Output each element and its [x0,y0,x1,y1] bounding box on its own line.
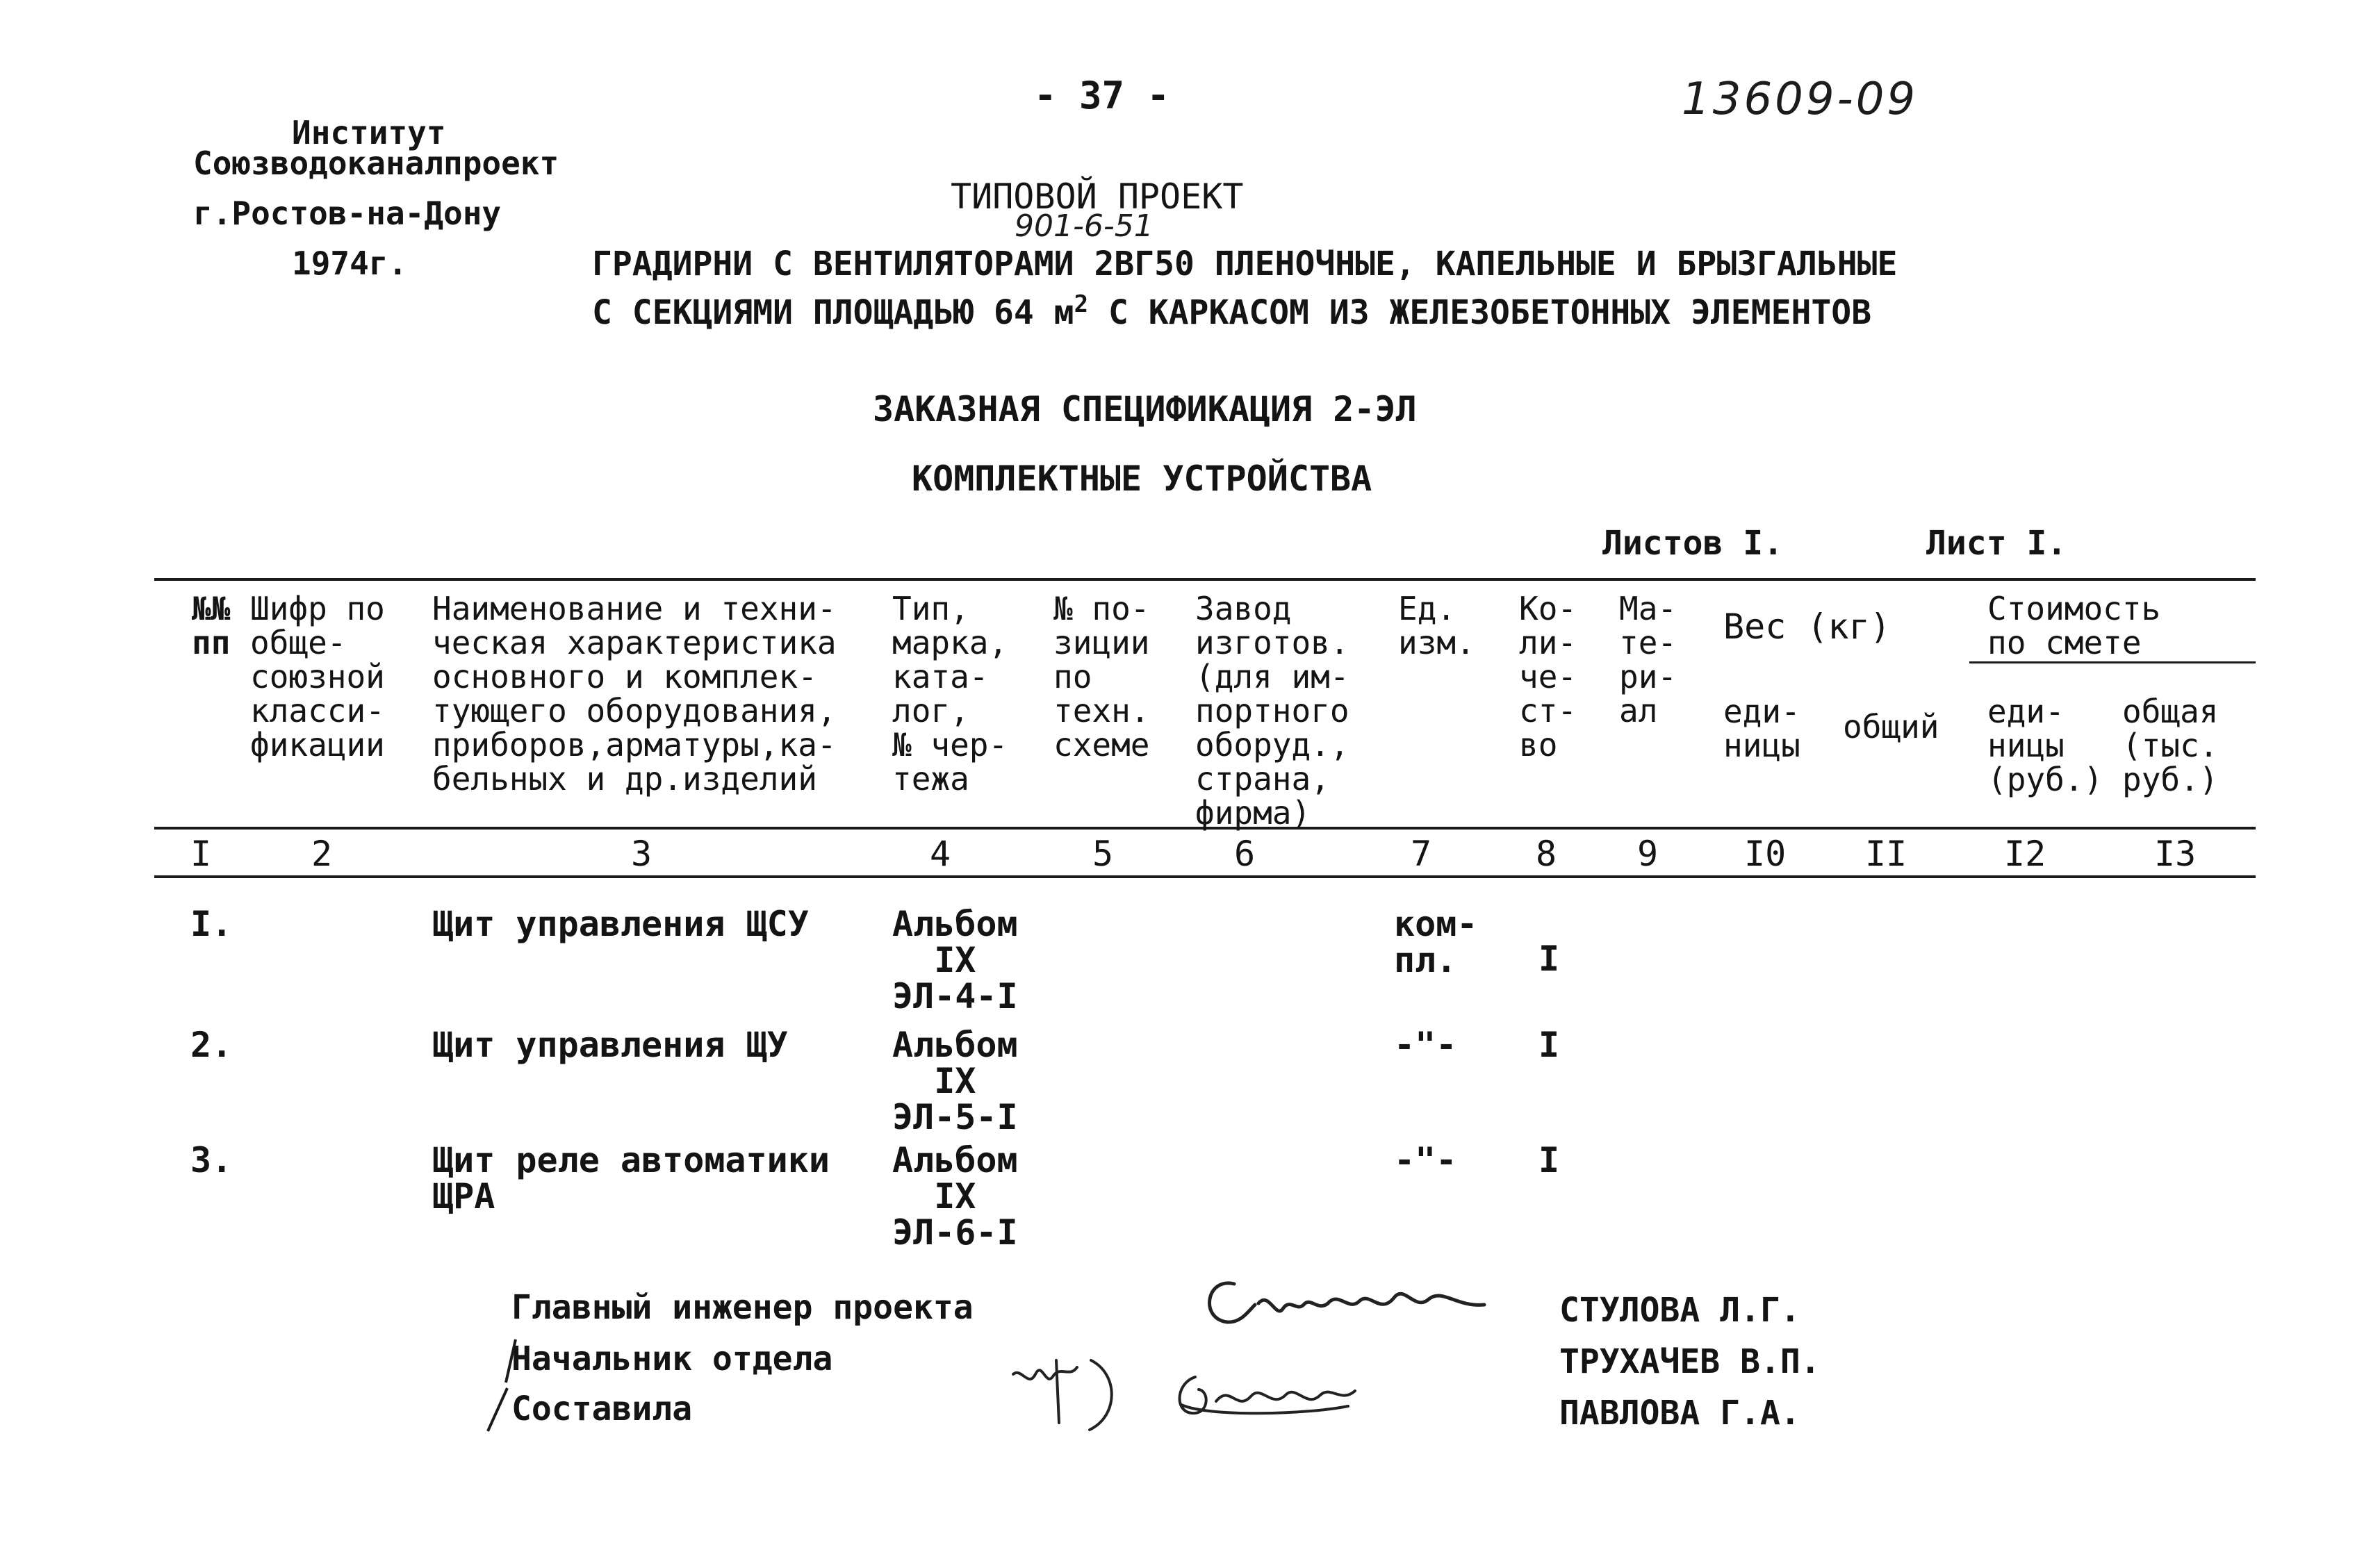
col-header-material: Ма- те- ри- ал [1619,590,1677,729]
department-head-title: Начальник отдела [511,1339,833,1378]
institute-label: Институт [292,114,446,151]
page-number: - 37 - [1034,74,1170,117]
col-header-weight-unit: еди- ницы [1723,693,1800,764]
row-3-unit: -"- [1394,1140,1457,1180]
row-3-number: 3. [190,1140,233,1180]
sheet-number: Лист I. [1926,524,2067,563]
compiler-title: Составила [511,1389,693,1428]
col-header-weight-group: Вес (кг) [1723,607,1891,647]
project-title-line2 [592,290,1871,332]
row-1-quantity: I [1538,939,1560,979]
row-1-name: Щит управления ЩСУ [432,904,809,944]
col-number-3: 3 [631,834,653,874]
col-number-2: 2 [311,834,333,874]
col-header-cost-unit: еди- ницы (руб.) [1987,693,2103,798]
col-number-1: I [190,834,212,874]
col-number-8: 8 [1536,834,1557,874]
col-number-12: I2 [2004,834,2046,874]
document-code: 13609-09 [1682,74,1919,125]
col-header-row-number: №№ пп [192,590,231,661]
project-title-line2-a: С СЕКЦИЯМИ ПЛОЩАДЬЮ 64 м [592,293,1074,332]
row-1-unit: ком- пл. [1394,904,1478,980]
chief-engineer-signature [1192,1263,1498,1339]
row-2-unit: -"- [1394,1025,1457,1065]
column-numbers-bottom-rule [154,875,2256,878]
col-number-5: 5 [1092,834,1114,874]
col-number-7: 7 [1411,834,1432,874]
specification-title: ЗАКАЗНАЯ СПЕЦИФИКАЦИЯ 2-ЭЛ [873,389,1417,429]
compiler-name: ПАВЛОВА Г.А. [1559,1394,1800,1433]
compiler-slash-mark [482,1385,510,1435]
specification-subtitle: КОМПЛЕКТНЫЕ УСТРОЙСТВА [912,459,1372,499]
col-header-type: Тип, марка, ката- лог, № чер- тежа [892,590,1008,798]
chief-engineer-title: Главный инженер проекта [511,1288,974,1327]
row-1-number: I. [190,904,233,944]
col-number-11: II [1865,834,1907,874]
col-header-manufacturer: Завод изготов. (для им- портного оборуд., страна, фирма) [1195,590,1349,832]
col-header-cost-group: Стоимость по смете [1987,590,2161,661]
row-2-quantity: I [1538,1025,1560,1065]
col-number-6: 6 [1234,834,1256,874]
row-3-name: Щит реле автоматики ЩРА [432,1140,830,1216]
institute-city: г.Ростов-на-Дону [193,195,502,232]
col-number-10: I0 [1744,834,1787,874]
row-3-quantity: I [1538,1140,1560,1180]
row-1-type: Альбом IX ЭЛ-4-I [892,904,1018,1016]
col-header-classification-code: Шифр по обще- союзной класси- фикации [250,590,385,764]
sheets-total: Листов I. [1602,524,1784,563]
col-header-cost-total: общая (тыс. руб.) [2122,693,2219,798]
col-header-name: Наименование и техни- ческая характеристика основного и комплек- тующего оборудования, приборов,арматуры,ка- бельных и др.изделий [432,590,837,798]
col-header-unit: Ед. изм. [1398,590,1475,661]
col-header-quantity: Ко- ли- че- ст- во [1519,590,1577,764]
project-title-line1: ГРАДИРНИ С ВЕНТИЛЯТОРАМИ 2ВГ50 ПЛЕНОЧНЫЕ, КАПЕЛЬНЫЕ И БРЫЗГАЛЬНЫЕ [592,245,1898,283]
table-top-rule [154,578,2256,581]
col-header-position: № по- зиции по техн. схеме [1053,590,1150,764]
department-head-signature [1008,1346,1126,1437]
col-header-weight-total: общий [1843,708,1939,745]
col-number-13: I3 [2154,834,2197,874]
institute-year: 1974г. [292,245,408,282]
row-2-type: Альбом IX ЭЛ-5-I [892,1025,1018,1137]
col-number-9: 9 [1637,834,1659,874]
compiler-signature [1167,1363,1362,1426]
department-head-slash-mark [502,1337,518,1385]
project-title-line2-b: С КАРКАСОМ ИЗ ЖЕЛЕЗОБЕТОННЫХ ЭЛЕМЕНТОВ [1088,293,1872,332]
col-number-4: 4 [930,834,951,874]
project-type-label: ТИПОВОЙ ПРОЕКТ [951,176,1244,217]
institute-name: Союзводоканалпроект [193,145,559,182]
chief-engineer-name: СТУЛОВА Л.Г. [1559,1291,1800,1330]
row-3-type: Альбом IX ЭЛ-6-I [892,1140,1018,1253]
row-2-name: Щит управления ЩУ [432,1025,788,1065]
department-head-name: ТРУХАЧЕВ В.П. [1559,1342,1821,1381]
area-unit-superscript: 2 [1074,290,1089,318]
row-2-number: 2. [190,1025,233,1065]
project-number: 901-6-51 [1015,208,1154,244]
cost-group-rule [1969,661,2256,663]
